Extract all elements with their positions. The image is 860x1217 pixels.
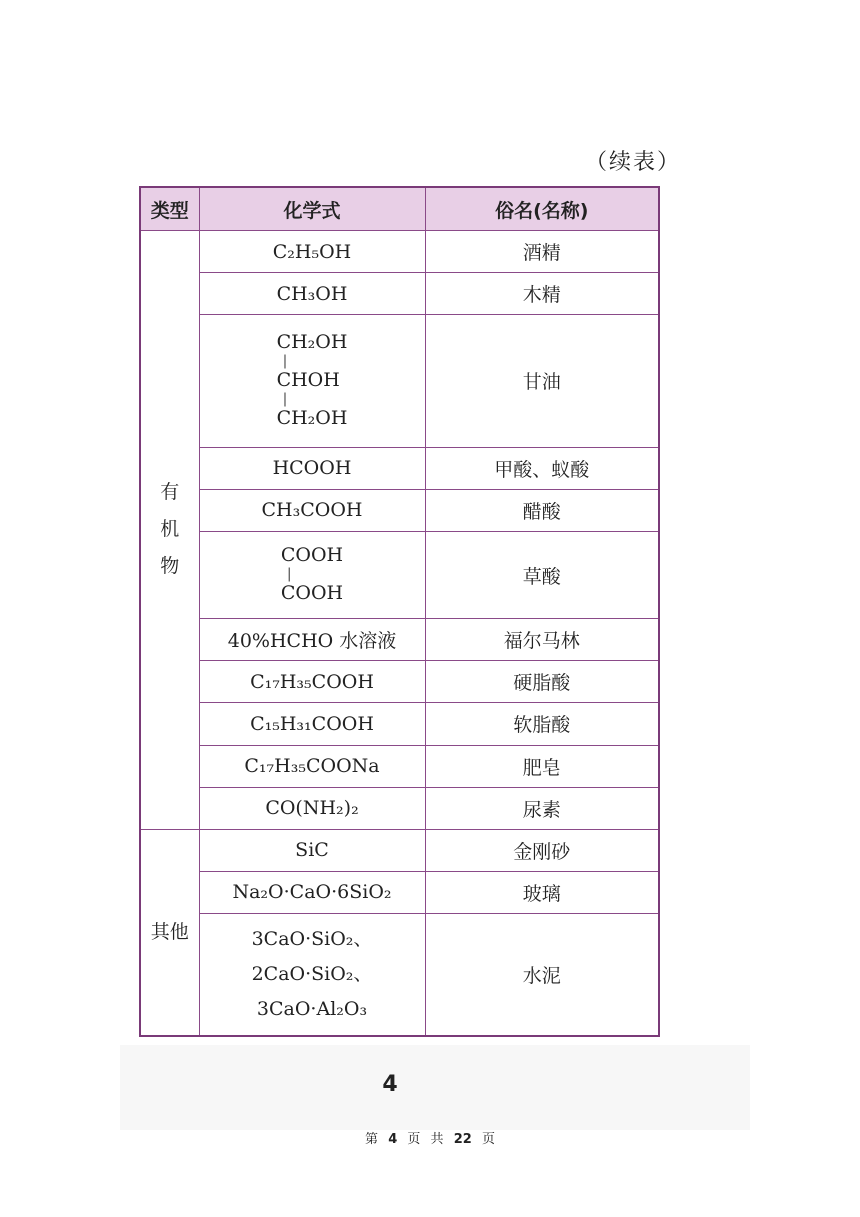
page-number: 4 bbox=[382, 1072, 398, 1097]
formula-cell: SiC bbox=[199, 829, 425, 871]
table-row bbox=[140, 489, 659, 531]
oxalic-structure bbox=[281, 546, 343, 603]
header-formula: 化学式 bbox=[199, 187, 425, 231]
name-cell: 玻璃 bbox=[425, 871, 659, 913]
glycerol-structure bbox=[276, 330, 348, 429]
table-row bbox=[140, 787, 659, 829]
formula-cell: CO(NH₂)₂ bbox=[199, 787, 425, 829]
formula-line: CH₂OH bbox=[276, 330, 348, 353]
table-row bbox=[140, 447, 659, 489]
name-cell: 软脂酸 bbox=[425, 703, 659, 745]
name-cell: 酒精 bbox=[425, 231, 659, 273]
table-row bbox=[140, 703, 659, 745]
category-char: 机 bbox=[160, 518, 180, 541]
table-row bbox=[140, 914, 659, 1036]
name-cell: 醋酸 bbox=[425, 489, 659, 531]
formula-line: 3CaO·SiO₂、 bbox=[251, 928, 373, 951]
name-cell: 甲酸、蚁酸 bbox=[425, 447, 659, 489]
footer-mid1: 页 bbox=[407, 1132, 421, 1147]
name-cell: 水泥 bbox=[425, 914, 659, 1036]
bond-line: | bbox=[282, 390, 288, 407]
table-row bbox=[140, 661, 659, 703]
name-cell: 草酸 bbox=[425, 531, 659, 618]
category-char: 有 bbox=[160, 481, 180, 504]
formula-cell: HCOOH bbox=[199, 447, 425, 489]
formula-line: CHOH bbox=[276, 368, 340, 391]
category-other: 其他 bbox=[140, 829, 199, 1036]
table-header-row bbox=[140, 187, 659, 231]
table-row bbox=[140, 231, 659, 273]
formula-cell: Na₂O·CaO·6SiO₂ bbox=[199, 871, 425, 913]
header-type: 类型 bbox=[140, 187, 199, 231]
table-row bbox=[140, 273, 659, 315]
formula-cell: C₁₅H₃₁COOH bbox=[199, 703, 425, 745]
formula-cell: C₂H₅OH bbox=[199, 231, 425, 273]
bond-line: | bbox=[286, 566, 292, 583]
chemical-table bbox=[139, 186, 660, 1037]
formula-line: 3CaO·Al₂O₃ bbox=[256, 998, 368, 1021]
category-organic bbox=[140, 231, 199, 830]
name-cell: 硬脂酸 bbox=[425, 661, 659, 703]
continued-label: （续表） bbox=[585, 150, 682, 175]
header-name: 俗名(名称) bbox=[425, 187, 659, 231]
formula-cell: 40%HCHO 水溶液 bbox=[199, 619, 425, 661]
formula-line: COOH bbox=[280, 582, 344, 605]
name-cell: 金刚砂 bbox=[425, 829, 659, 871]
table-row bbox=[140, 619, 659, 661]
name-cell: 肥皂 bbox=[425, 745, 659, 787]
formula-cell: CH₃OH bbox=[199, 273, 425, 315]
formula-cell: CH₃COOH bbox=[199, 489, 425, 531]
formula-line: 2CaO·SiO₂、 bbox=[251, 963, 373, 986]
formula-cell bbox=[199, 531, 425, 618]
table-row bbox=[140, 745, 659, 787]
formula-line: COOH bbox=[280, 544, 344, 567]
category-char: 物 bbox=[160, 555, 180, 578]
name-cell: 甘油 bbox=[425, 315, 659, 447]
formula-cell: C₁₇H₃₅COOH bbox=[199, 661, 425, 703]
bond-line: | bbox=[282, 352, 288, 369]
formula-line: CH₂OH bbox=[276, 406, 348, 429]
table-row bbox=[140, 315, 659, 447]
page-footer bbox=[0, 1128, 860, 1147]
name-cell: 尿素 bbox=[425, 787, 659, 829]
name-cell: 木精 bbox=[425, 273, 659, 315]
footer-suffix: 页 bbox=[481, 1132, 495, 1147]
table-row bbox=[140, 871, 659, 913]
footer-total: 22 bbox=[453, 1132, 472, 1147]
formula-cell bbox=[199, 315, 425, 447]
table-row bbox=[140, 531, 659, 618]
name-cell: 福尔马林 bbox=[425, 619, 659, 661]
table-row bbox=[140, 829, 659, 871]
footer-prefix: 第 bbox=[365, 1132, 379, 1147]
footer-current: 4 bbox=[388, 1132, 398, 1147]
footer-mid2: 共 bbox=[430, 1132, 444, 1147]
formula-cell bbox=[199, 914, 425, 1036]
formula-cell: C₁₇H₃₅COONa bbox=[199, 745, 425, 787]
